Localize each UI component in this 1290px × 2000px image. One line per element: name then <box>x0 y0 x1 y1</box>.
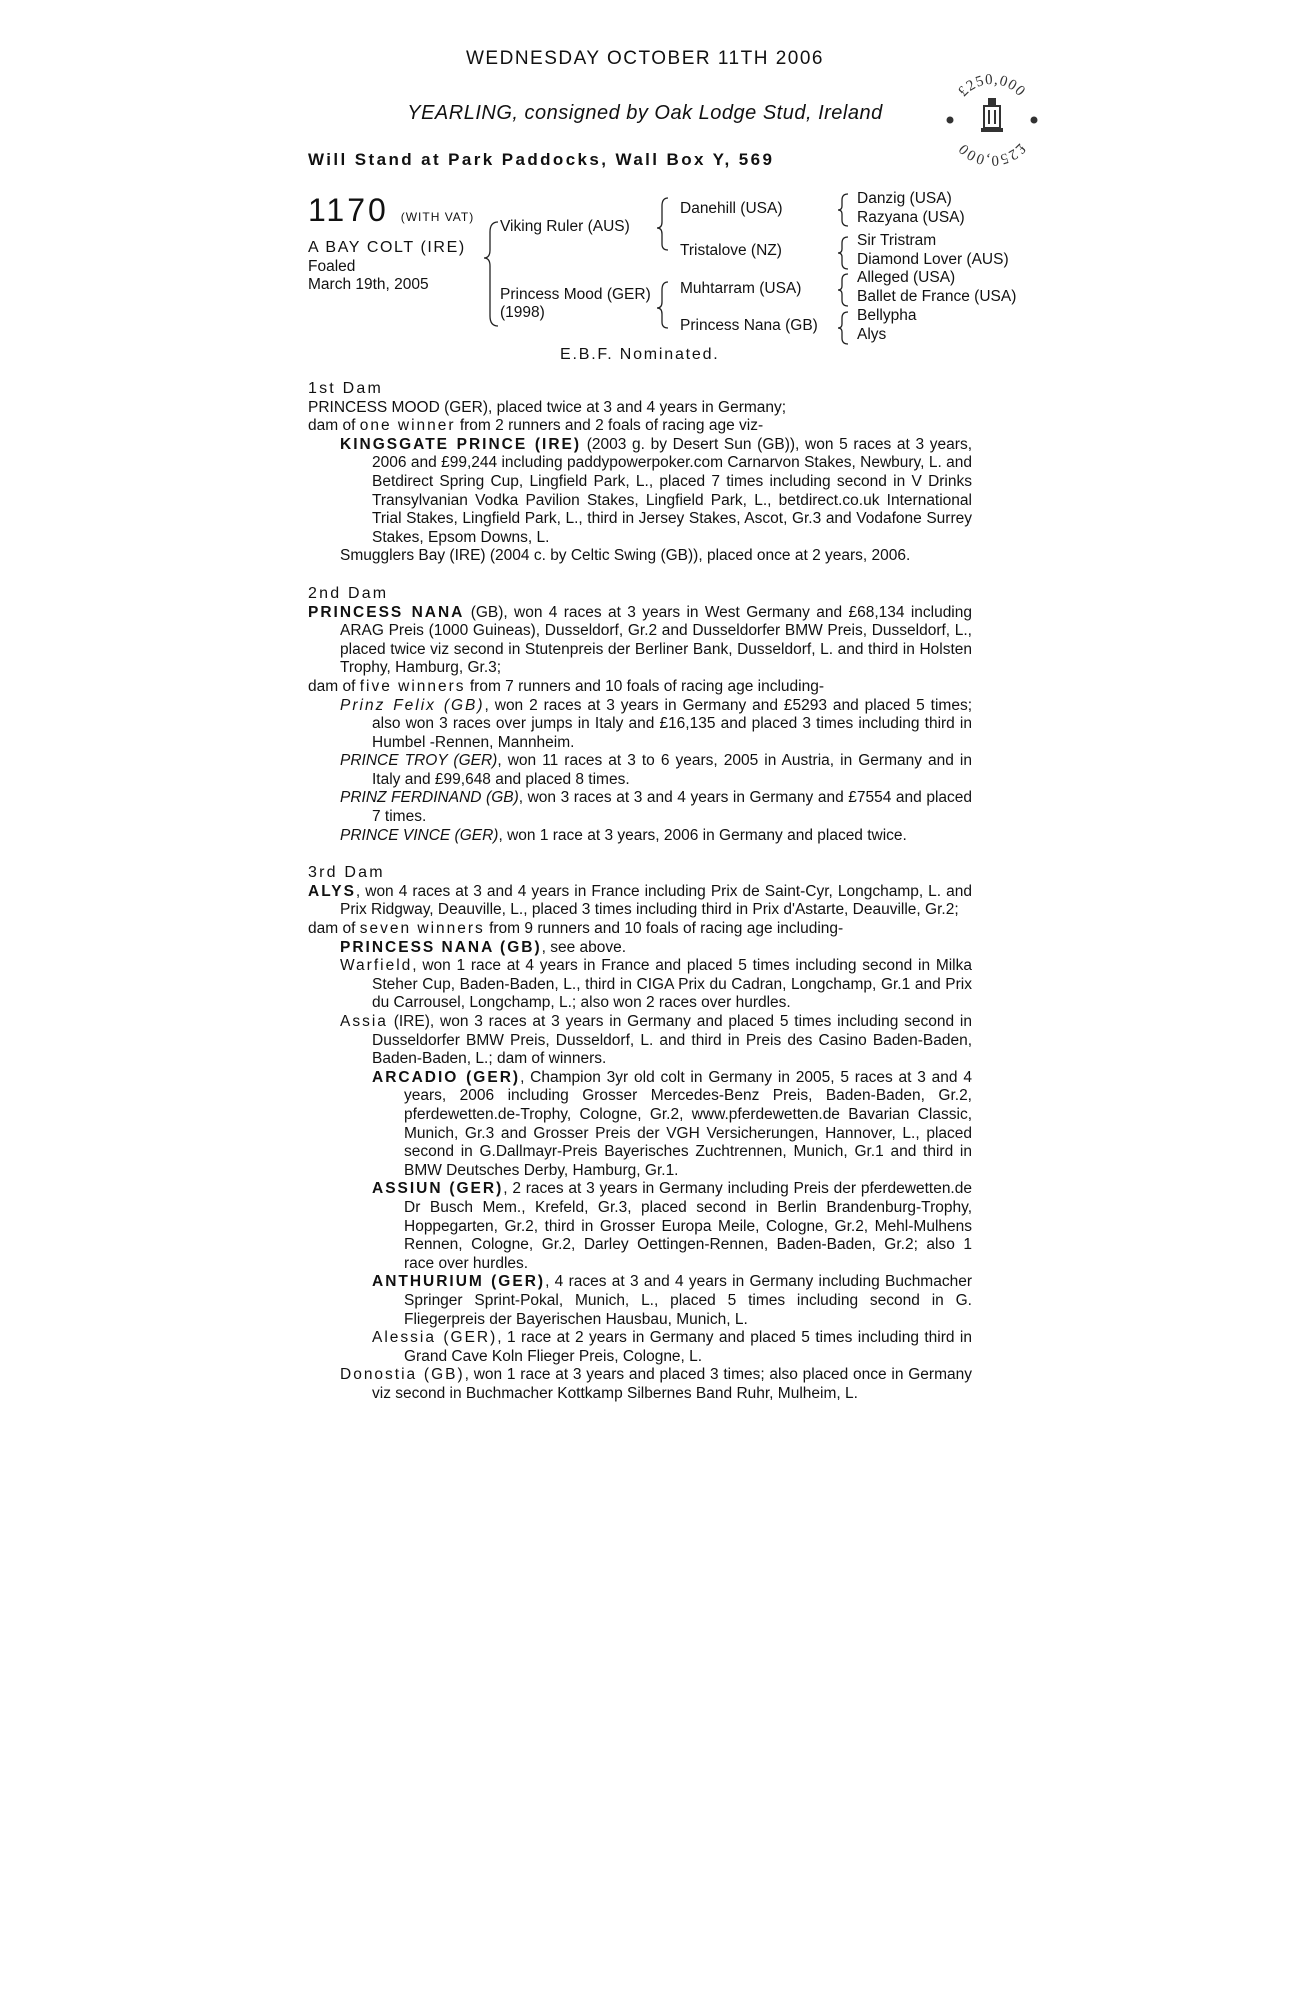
gg-1: Danzig (USA) <box>857 190 952 207</box>
dam-sire: Muhtarram (USA) <box>680 280 802 297</box>
gg-5: Alleged (USA) <box>857 269 956 286</box>
sale-date: WEDNESDAY OCTOBER 11TH 2006 <box>466 48 824 69</box>
produce-record <box>308 380 972 1403</box>
third-dam-heading: 3rd Dam <box>308 864 385 882</box>
dam-dam: Princess Nana (GB) <box>680 317 818 334</box>
alessia-entry: Alessia (GER), 1 race at 2 years in Germany and placed 5 times including third in Grand Cave Koln Flieger Preis, Cologne, L. <box>372 1329 972 1365</box>
seal-text-top: £250,000 <box>955 71 1029 101</box>
ebf-nominated: E.B.F. Nominated. <box>560 346 720 363</box>
dam-year: (1998) <box>500 304 545 321</box>
arcadio-entry: ARCADIO (GER), Champion 3yr old colt in Germany in 2005, 5 races at 3 and 4 years, 2006 including Grosser Mercedes-Benz Preis, Baden-Baden, Gr.2, pferdewetten.de-Trophy, Cologne, Gr.2, www.pferdewetten.de Bavarian Classic, Munich, Gr.3 and Grosser Preis der VGH Versicherungen, Hannover, L., placed second in G.Dallmayr-Preis Bayerisches Zuchtrennen, Munich, Gr.1 and third in BMW Deutsches Derby, Hamburg, Gr.1. <box>372 1068 972 1179</box>
assiun-entry: ASSIUN (GER), 2 races at 3 years in Germany including Preis der pferdewetten.de Dr Busch Mem., Krefeld, Gr.3, placed second in Berlin Brandenburg-Trophy, Hoppegarten, Gr.2, third in Grosser Europa Meile, Cologne, Gr.2, Mehl-Mulhens Rennen, Cologne, Gr.2, Darley Oettingen-Rennen, Baden-Baden, Gr.2; also 1 race over hurdles. <box>372 1180 972 1272</box>
smugglers-bay-entry: Smugglers Bay (IRE) (2004 c. by Celtic Swing (GB)), placed once at 2 years, 2006. <box>340 547 911 565</box>
first-dam-dam-of: dam of one winner from 2 runners and 2 foals of racing age viz- <box>308 417 764 435</box>
foaled-date: March 19th, 2005 <box>308 276 429 293</box>
first-dam-line: PRINCESS MOOD (GER), placed twice at 3 and 4 years in Germany; <box>308 398 787 416</box>
seal-text-bottom: £250,000 <box>955 139 1029 168</box>
anthurium-entry: ANTHURIUM (GER), 4 races at 3 and 4 years in Germany including Buchmacher Springer Sprint-Pokal, Munich, L., placed 5 times including second in G. Fliegerpreis der Bayerischen Hausbau, Munich, L. <box>372 1273 972 1328</box>
princess-nana-ref-entry: PRINCESS NANA (GB), see above. <box>340 938 627 956</box>
prince-vince-entry: PRINCE VINCE (GER), won 1 race at 3 years, 2006 in Germany and placed twice. <box>340 826 907 844</box>
gg-4: Diamond Lover (AUS) <box>857 251 1009 268</box>
sire: Viking Ruler (AUS) <box>500 218 630 235</box>
assia-entry: Assia (IRE), won 3 races at 3 years in Germany and placed 5 times including second in Dusseldorfer BMW Preis, Dusseldorf, L. and third in Preis des Casino Baden-Baden, Baden-Baden, L.; dam of winners. <box>340 1013 972 1068</box>
first-dam-heading: 1st Dam <box>308 380 383 397</box>
vat-label: (WITH VAT) <box>400 210 475 224</box>
pedigree-braces <box>0 0 1290 380</box>
sire-dam: Tristalove (NZ) <box>680 242 782 259</box>
alys-entry: ALYS, won 4 races at 3 and 4 years in France including Prix de Saint-Cyr, Longchamp, L. and Prix Ridgway, Deauville, L., placed 3 times including third in Prix d'Astarte, Deauville, Gr.2; <box>308 882 972 919</box>
stand-location: Will Stand at Park Paddocks, Wall Box Y, 569 <box>308 150 775 169</box>
princess-nana-entry: PRINCESS NANA (GB), won 4 races at 3 years in West Germany and £68,134 including ARAG Preis (1000 Guineas), Dusseldorf, Gr.2 and Dusseldorfer BMW Preis, Dusseldorf, L., placed twice viz second in Stutenpreis der Berliner Bank, Dusseldorf, L. and third in Holsten Trophy, Hamburg, Gr.3; <box>308 603 972 677</box>
lot-name: A BAY COLT (IRE) <box>308 239 466 256</box>
prince-troy-entry: PRINCE TROY (GER), won 11 races at 3 to 6 years, 2005 in Austria, in Germany and in Italy and £99,648 and placed 8 times. <box>340 752 972 788</box>
winners-count: one winner <box>359 417 456 435</box>
second-dam-heading: 2nd Dam <box>308 584 389 602</box>
sire-sire: Danehill (USA) <box>680 200 783 217</box>
donostia-entry: Donostia (GB), won 1 race at 3 years and placed 3 times; also placed once in Germany viz second in Buchmacher Kottkamp Silbernes Band Ruhr, Mulheim, L. <box>340 1366 972 1402</box>
prinz-ferdinand-entry: PRINZ FERDINAND (GB), won 3 races at 3 and 4 years in Germany and £7554 and placed 7 times. <box>340 789 972 826</box>
gg-7: Bellypha <box>857 307 917 324</box>
gg-3: Sir Tristram <box>857 232 937 249</box>
second-dam-dam-of: dam of five winners from 7 runners and 10 foals of racing age including- <box>308 677 824 695</box>
warfield-entry: Warfield, won 1 race at 4 years in France and placed 5 times including second in Milka Steher Cup, Baden-Baden, L., third in CIGA Prix du Cadran, Longchamp, Gr.1 and Prix du Carrousel, Longchamp, L.; also won 2 races over hurdles. <box>340 957 972 1012</box>
lot-number-value: 1170 <box>308 192 389 228</box>
consignor-line: YEARLING, consigned by Oak Lodge Stud, Ireland <box>407 102 883 124</box>
prinz-felix-entry: Prinz Felix (GB), won 2 races at 3 years in Germany and £5293 and placed 5 times; also won 3 races over jumps in Italy and £16,135 and placed 3 times including third in Humbel -Rennen, Mannheim. <box>340 696 973 751</box>
gg-8: Alys <box>857 326 887 343</box>
foaled-label: Foaled <box>308 258 356 275</box>
third-dam-dam-of: dam of seven winners from 9 runners and 10 foals of racing age including- <box>308 920 844 938</box>
dam: Princess Mood (GER) <box>500 286 651 303</box>
gg-2: Razyana (USA) <box>857 209 965 226</box>
kingsgate-prince-entry: KINGSGATE PRINCE (IRE) (2003 g. by Desert Sun (GB)), won 5 races at 3 years, 2006 and £99,244 including paddypowerpoker.com Carnarvon Stakes, Newbury, L. and Betdirect Spring Cup, Lingfield Park, L., placed 7 times including second in V Drinks Transylvanian Vodka Pavilion Stakes, Lingfield Park, L., betdirect.co.uk International Trial Stakes, Lingfield Park, L., third in Jersey Stakes, Ascot, Gr.3 and Vodafone Surrey Stakes, Epsom Downs, L. <box>340 435 972 546</box>
gg-6: Ballet de France (USA) <box>857 288 1017 305</box>
